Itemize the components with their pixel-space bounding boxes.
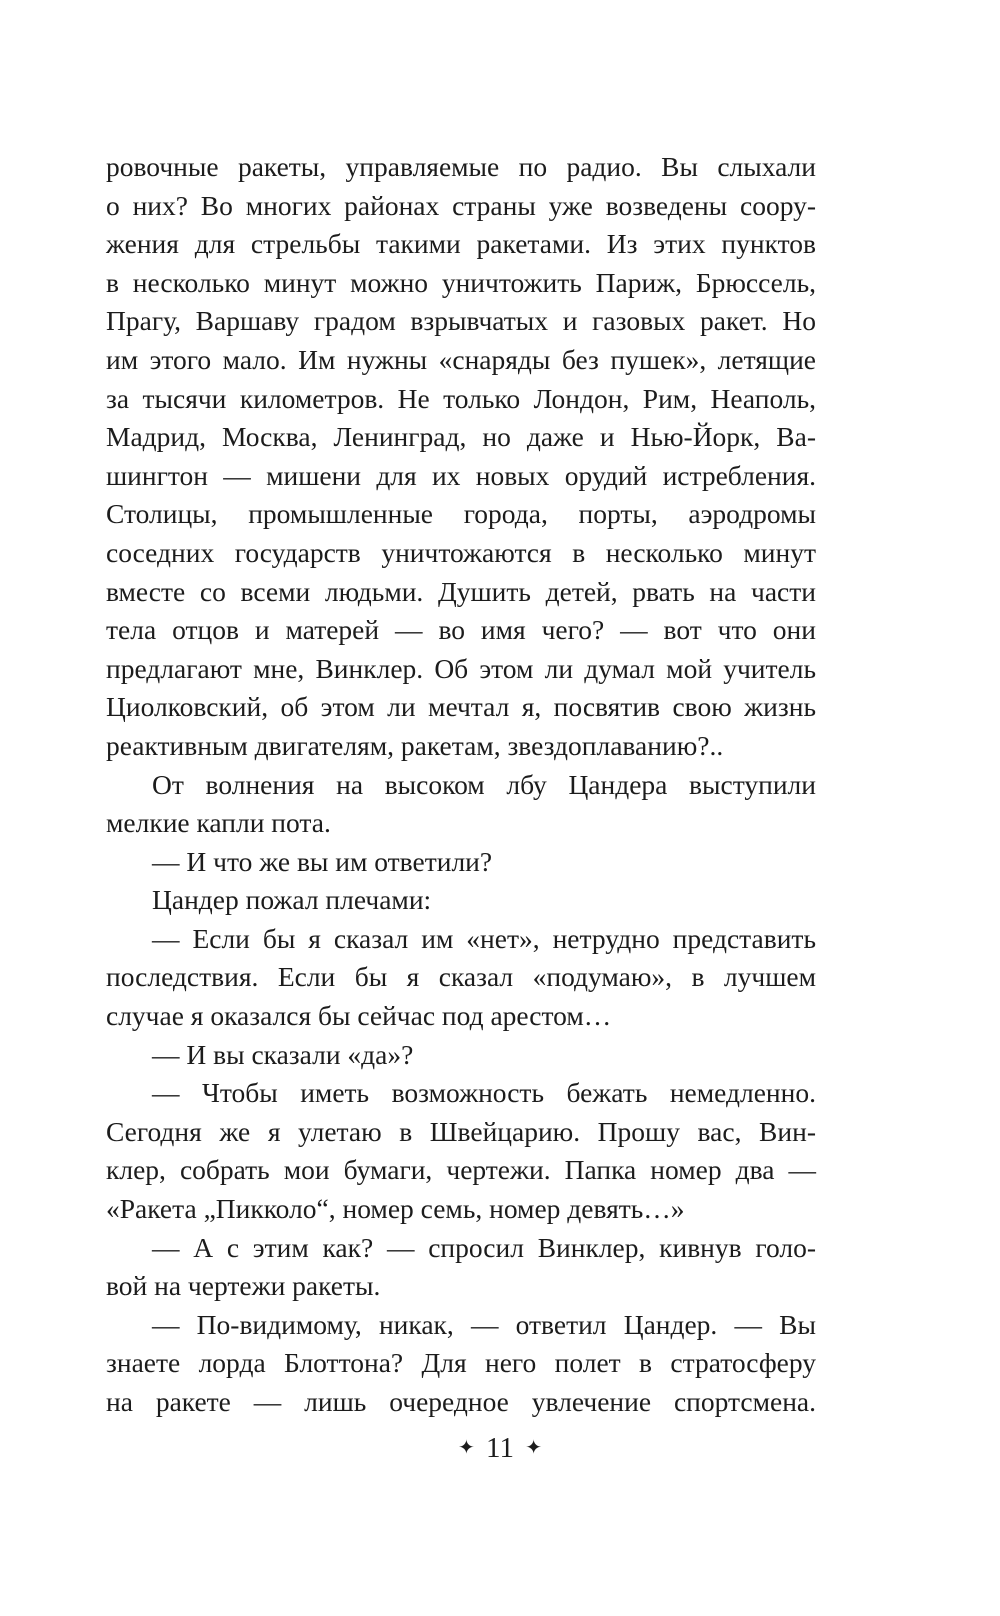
text-line: тела отцов и матерей — во имя чего? — вот что они <box>106 614 816 646</box>
text-line: мелкие капли пота. <box>106 807 331 839</box>
text-line: о них? Во многих районах страны уже возведены соору- <box>106 189 816 221</box>
text-line: — И вы сказали «да»? <box>152 1038 414 1070</box>
star-ornament-icon: ✦ <box>525 1437 542 1459</box>
text-line: «Ракета „Пикколо“, номер семь, номер девять…» <box>106 1193 685 1225</box>
text-line: предлагают мне, Винклер. Об этом ли думал мой учитель <box>106 652 816 684</box>
text-line: Цандер пожал плечами: <box>152 884 432 916</box>
text-line: жения для стрельбы такими ракетами. Из этих пунктов <box>106 228 816 260</box>
page-number <box>0 1428 1000 1468</box>
text-line: в несколько минут можно уничтожить Париж, Брюссель, <box>106 266 816 298</box>
text-line: — Чтобы иметь возможность бежать немедленно. <box>152 1077 816 1109</box>
text-line: — Если бы я сказал им «нет», нетрудно представить <box>152 922 816 954</box>
text-line: Прагу, Варшаву градом взрывчатых и газовых ракет. Но <box>106 305 816 337</box>
text-line: — И что же вы им ответили? <box>152 845 493 877</box>
body-text <box>106 148 816 1422</box>
text-line: От волнения на высоком лбу Цандера выступили <box>152 768 816 800</box>
text-line: ровочные ракеты, управляемые по радио. Вы слыхали <box>106 151 816 182</box>
text-line: вместе со всеми людьми. Душить детей, рвать на части <box>106 575 816 607</box>
text-line: Мадрид, Москва, Ленинград, но даже и Нью-Йорк, Ва- <box>106 421 816 453</box>
text-line: Столицы, промышленные города, порты, аэродромы <box>106 498 816 530</box>
text-line: шингтон — мишени для их новых орудий истребления. <box>106 459 816 491</box>
text-line: последствия. Если бы я сказал «подумаю», в лучшем <box>106 961 816 993</box>
text-line: вой на чертежи ракеты. <box>106 1270 381 1302</box>
text-line: на ракете — лишь очередное увлечение спортсмена. <box>106 1386 816 1417</box>
text-line: — По-видимому, никак, — ответил Цандер. — Вы <box>152 1308 816 1340</box>
text-line: Циолковский, об этом ли мечтал я, посвятив свою жизнь <box>106 691 816 723</box>
text-line: — А с этим как? — спросил Винклер, кивнув голо- <box>152 1231 816 1263</box>
star-ornament-icon: ✦ <box>458 1437 475 1459</box>
text-line: за тысячи километров. Не только Лондон, Рим, Неаполь, <box>106 382 816 414</box>
text-line: клер, собрать мои бумаги, чертежи. Папка номер два — <box>106 1154 816 1186</box>
text-line: реактивным двигателям, ракетам, звездоплаванию?.. <box>106 729 724 761</box>
text-line: случае я оказался бы сейчас под арестом… <box>106 1000 612 1032</box>
text-line: им этого мало. Им нужны «снаряды без пушек», летящие <box>106 343 816 375</box>
text-line: Сегодня же я улетаю в Швейцарию. Прошу вас, Вин- <box>106 1115 816 1147</box>
text-line: знаете лорда Блоттона? Для него полет в стратосферу <box>106 1347 816 1379</box>
text-line: соседних государств уничтожаются в несколько минут <box>106 536 816 568</box>
page-number-value: 11 <box>486 1432 514 1464</box>
